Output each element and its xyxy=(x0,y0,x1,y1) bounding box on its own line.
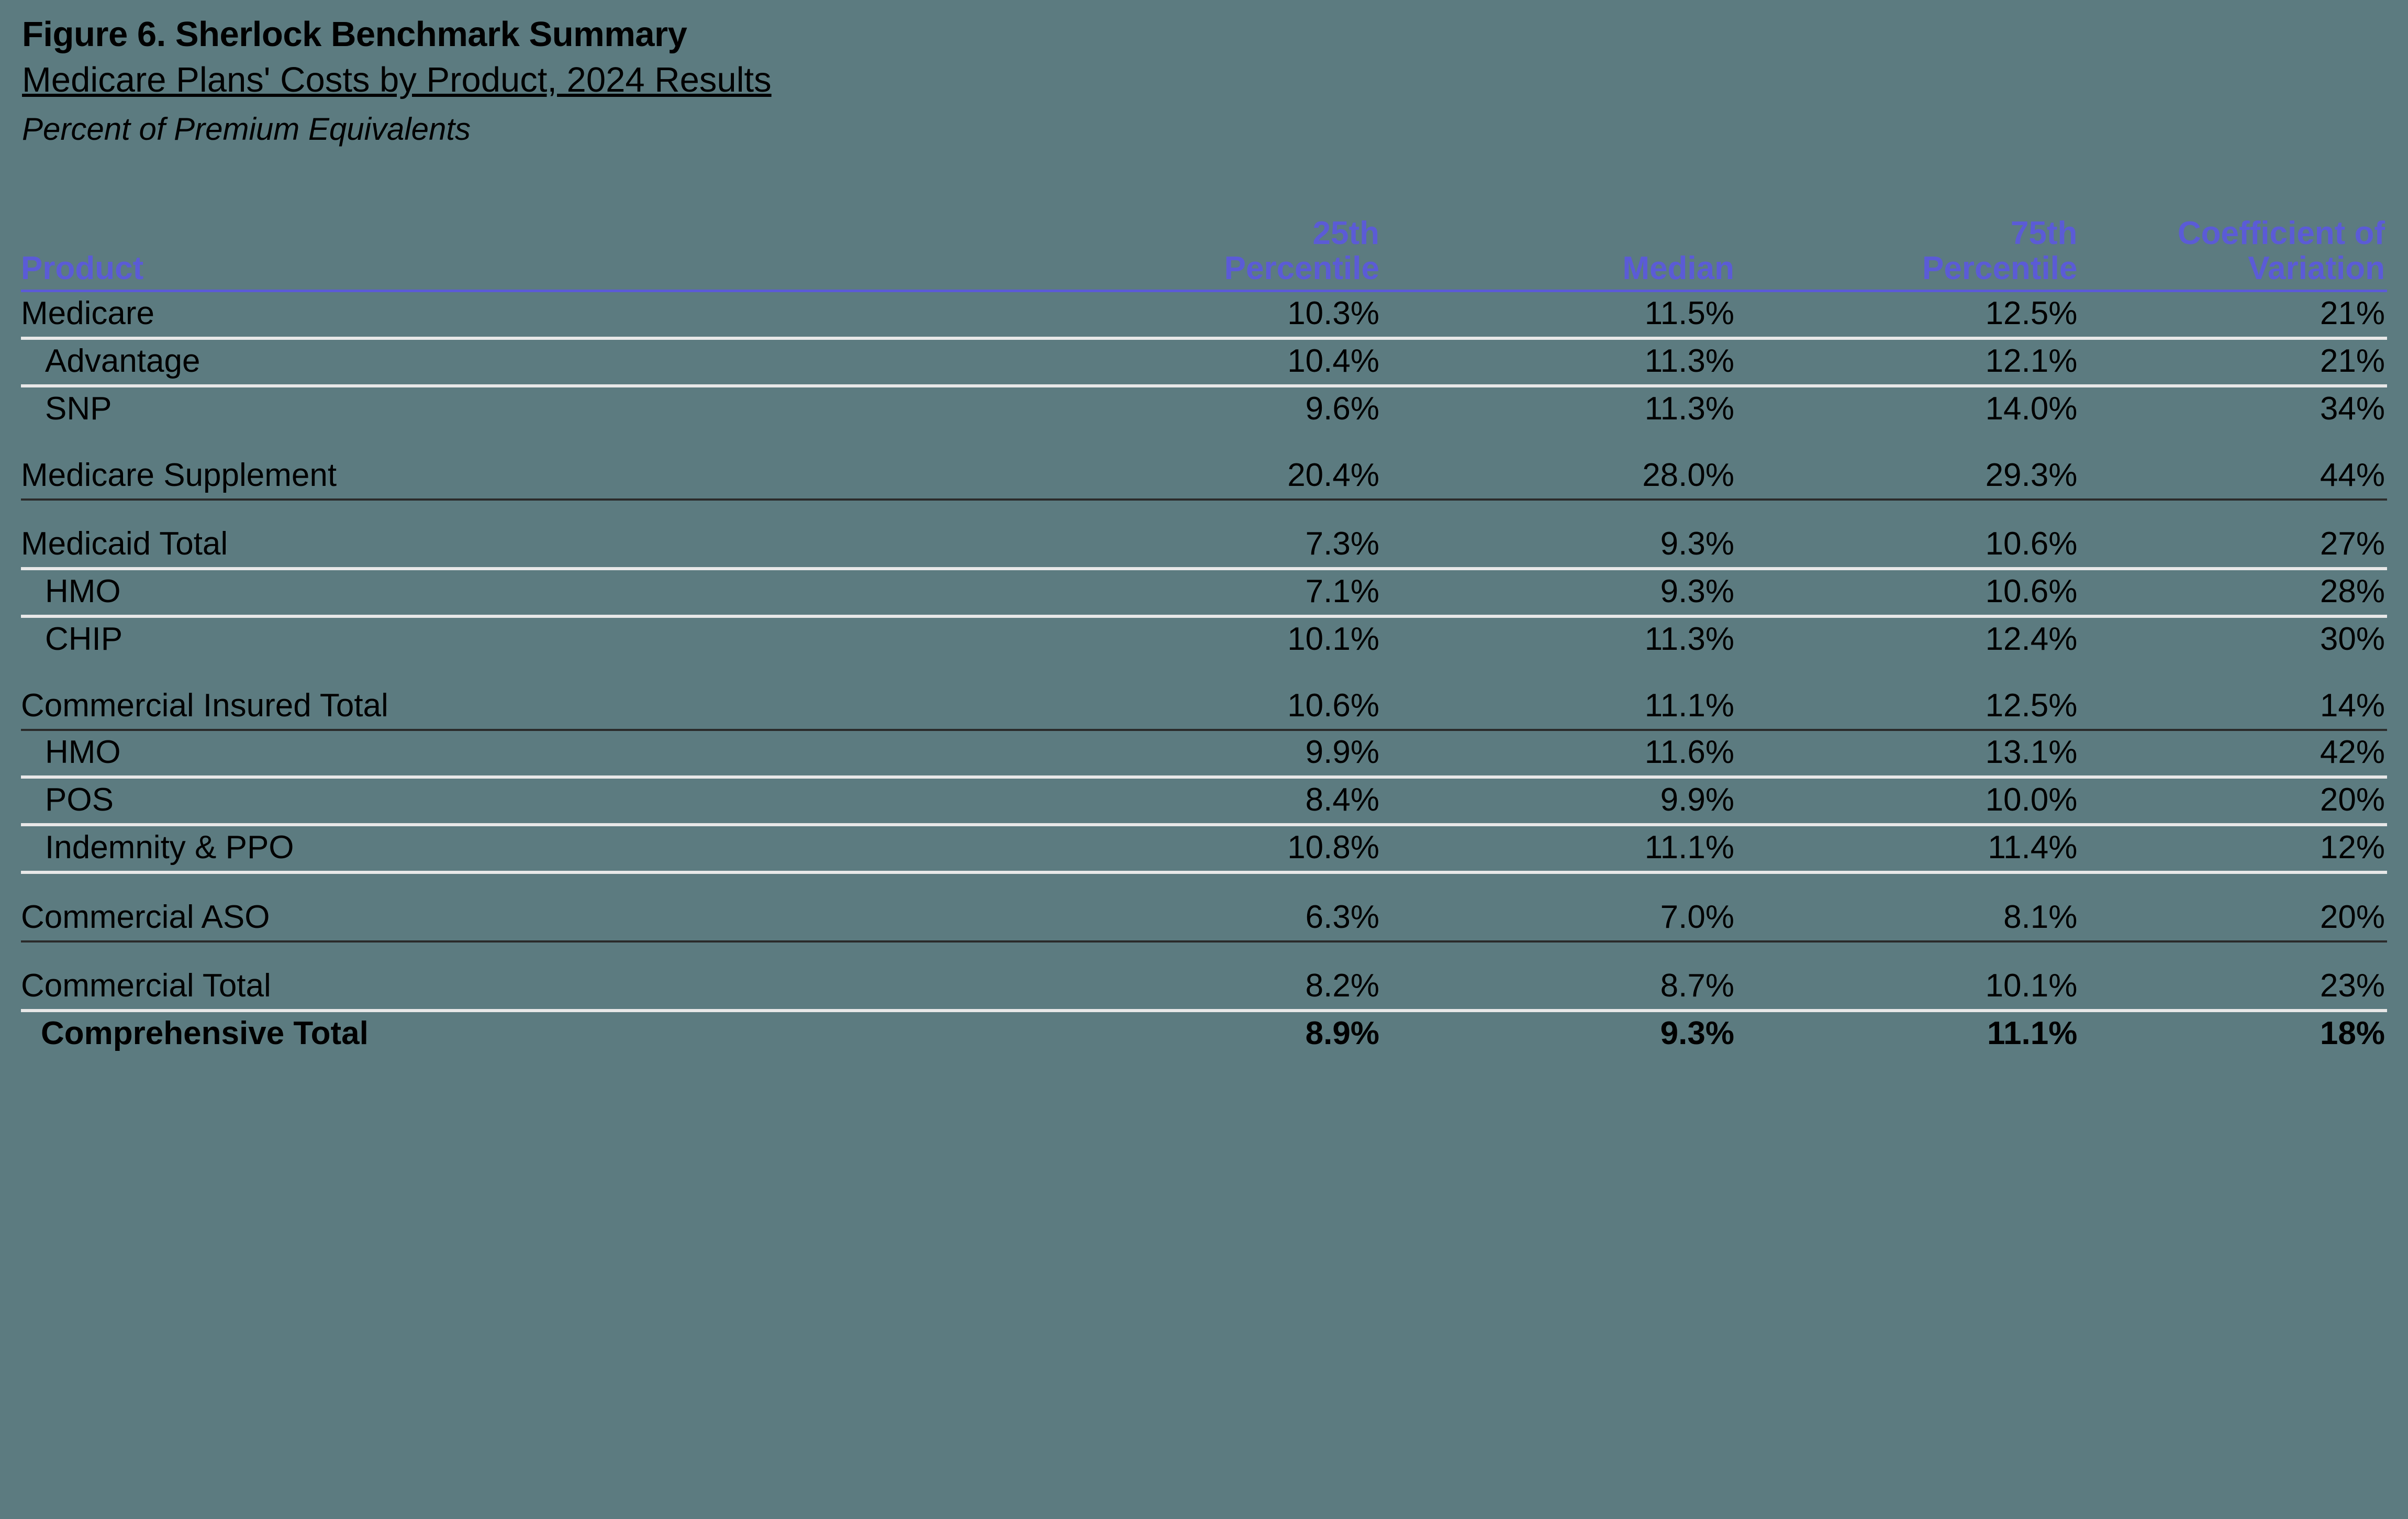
row-median: 11.6% xyxy=(1381,730,1736,777)
table-row xyxy=(21,386,2387,432)
table-row-total xyxy=(21,1011,2387,1057)
row-label xyxy=(21,1011,967,1057)
row-p25: 7.1% xyxy=(967,569,1381,616)
column-header-p25-line1: 25th xyxy=(1312,215,1379,252)
row-label-text: SNP xyxy=(45,391,112,427)
row-label: Commercial ASO xyxy=(21,896,967,941)
row-median: 11.3% xyxy=(1381,338,1736,386)
row-label: Medicare Supplement xyxy=(21,454,967,500)
column-header-p75-line1: 75th xyxy=(2010,215,2078,252)
row-p25: 10.4% xyxy=(967,338,1381,386)
table-header xyxy=(21,216,2387,291)
row-label: Medicaid Total xyxy=(21,523,967,569)
row-median: 9.3% xyxy=(1381,569,1736,616)
row-p25: 7.3% xyxy=(967,523,1381,569)
table-row xyxy=(21,454,2387,500)
row-p25: 6.3% xyxy=(967,896,1381,941)
table-row xyxy=(21,291,2387,339)
row-cov: 28% xyxy=(2079,569,2387,616)
row-spacer xyxy=(21,872,2387,896)
row-label-text: HMO xyxy=(45,573,121,610)
table-row xyxy=(21,523,2387,569)
page-subtitle: Medicare Plans' Costs by Product, 2024 Results xyxy=(22,60,772,100)
row-label: Commercial Insured Total xyxy=(21,684,967,730)
row-label: Medicare xyxy=(21,291,967,339)
row-median: 11.1% xyxy=(1381,825,1736,872)
row-label: Commercial Total xyxy=(21,964,967,1011)
row-p75: 14.0% xyxy=(1985,391,2078,427)
page-units-note: Percent of Premium Equivalents xyxy=(22,112,471,147)
row-p75: 10.6% xyxy=(1736,523,2079,569)
row-p25: 8.4% xyxy=(967,777,1381,825)
row-spacer-cell xyxy=(21,432,2387,454)
row-median: 9.9% xyxy=(1381,777,1736,825)
column-header-product-label: Product xyxy=(21,250,144,287)
row-cov: 44% xyxy=(2079,454,2387,500)
row-p25: 8.2% xyxy=(967,964,1381,1011)
row-label xyxy=(21,825,967,872)
row-p75: 12.4% xyxy=(1985,621,2078,658)
page-title: Figure 6. Sherlock Benchmark Summary xyxy=(22,15,687,54)
table-row xyxy=(21,896,2387,941)
row-spacer-cell xyxy=(21,500,2387,523)
row-label xyxy=(21,777,967,825)
table-row xyxy=(21,684,2387,730)
row-p25: 10.3% xyxy=(967,291,1381,339)
column-header-p25 xyxy=(967,216,1381,291)
row-cov: 14% xyxy=(2079,684,2387,730)
row-p25: 9.6% xyxy=(1305,391,1379,427)
row-p75: 29.3% xyxy=(1736,454,2079,500)
row-cov: 42% xyxy=(2079,730,2387,777)
row-spacer-cell xyxy=(21,941,2387,964)
column-header-cov xyxy=(2079,216,2387,291)
row-p25: 20.4% xyxy=(967,454,1381,500)
column-header-p75-line2: Percentile xyxy=(1922,250,2078,287)
column-header-p25-line2: Percentile xyxy=(1224,250,1379,287)
row-p75: 10.1% xyxy=(1736,964,2079,1011)
row-median: 8.7% xyxy=(1381,964,1736,1011)
row-cov: 20% xyxy=(2079,896,2387,941)
row-cov: 34% xyxy=(2320,391,2385,427)
row-p25: 10.1% xyxy=(1287,621,1379,658)
row-label-text: Advantage xyxy=(45,343,200,380)
row-label xyxy=(21,569,967,616)
row-cov: 12% xyxy=(2079,825,2387,872)
row-spacer xyxy=(21,662,2387,684)
column-header-cov-line2: Variation xyxy=(2248,250,2385,287)
row-spacer xyxy=(21,941,2387,964)
row-median: 11.3% xyxy=(1644,391,1734,427)
row-label xyxy=(21,616,967,662)
table-row xyxy=(21,730,2387,777)
row-p75: 11.1% xyxy=(1987,1015,2078,1052)
row-median: 11.1% xyxy=(1381,684,1736,730)
table-body xyxy=(21,291,2387,1057)
row-median: 9.3% xyxy=(1381,523,1736,569)
row-cov: 21% xyxy=(2079,338,2387,386)
table-row xyxy=(21,777,2387,825)
column-header-median-label: Median xyxy=(1622,250,1734,287)
row-p25: 9.9% xyxy=(967,730,1381,777)
row-p25: 10.8% xyxy=(967,825,1381,872)
table-row xyxy=(21,616,2387,662)
column-header-product xyxy=(21,216,967,291)
row-cov: 21% xyxy=(2079,291,2387,339)
row-label xyxy=(21,386,967,432)
row-median: 11.3% xyxy=(1644,621,1734,658)
row-spacer xyxy=(21,500,2387,523)
row-p75: 12.5% xyxy=(1736,684,2079,730)
row-cov: 18% xyxy=(2320,1015,2385,1052)
table-row xyxy=(21,569,2387,616)
row-cov: 20% xyxy=(2079,777,2387,825)
row-p75: 12.5% xyxy=(1736,291,2079,339)
benchmark-table xyxy=(21,216,2387,1057)
row-median: 28.0% xyxy=(1381,454,1736,500)
column-header-cov-line1: Coefficient of xyxy=(2177,215,2385,252)
row-p75: 10.0% xyxy=(1736,777,2079,825)
column-header-median xyxy=(1381,216,1736,291)
row-p75: 11.4% xyxy=(1736,825,2079,872)
row-cov: 27% xyxy=(2079,523,2387,569)
row-median: 11.5% xyxy=(1381,291,1736,339)
row-label-text: POS xyxy=(45,782,114,818)
row-p25: 10.6% xyxy=(967,684,1381,730)
row-cov: 23% xyxy=(2079,964,2387,1011)
row-spacer xyxy=(21,432,2387,454)
row-p75: 8.1% xyxy=(1736,896,2079,941)
row-label-text: Comprehensive Total xyxy=(41,1015,369,1052)
row-label-text: HMO xyxy=(45,734,121,771)
row-label-text: Indemnity & PPO xyxy=(45,829,294,866)
title-block xyxy=(22,14,2387,148)
row-label xyxy=(21,338,967,386)
row-p75: 12.1% xyxy=(1736,338,2079,386)
table-row xyxy=(21,825,2387,872)
row-cov: 30% xyxy=(2320,621,2385,658)
row-p25: 8.9% xyxy=(1305,1015,1379,1052)
table-row xyxy=(21,338,2387,386)
column-header-p75 xyxy=(1736,216,2079,291)
row-spacer-cell xyxy=(21,872,2387,896)
row-median: 7.0% xyxy=(1381,896,1736,941)
row-label xyxy=(21,730,967,777)
table-row xyxy=(21,964,2387,1011)
row-spacer-cell xyxy=(21,662,2387,684)
row-median: 9.3% xyxy=(1660,1015,1734,1052)
row-label-text: CHIP xyxy=(45,621,123,658)
row-p75: 10.6% xyxy=(1736,569,2079,616)
row-p75: 13.1% xyxy=(1736,730,2079,777)
table-header-row xyxy=(21,216,2387,291)
